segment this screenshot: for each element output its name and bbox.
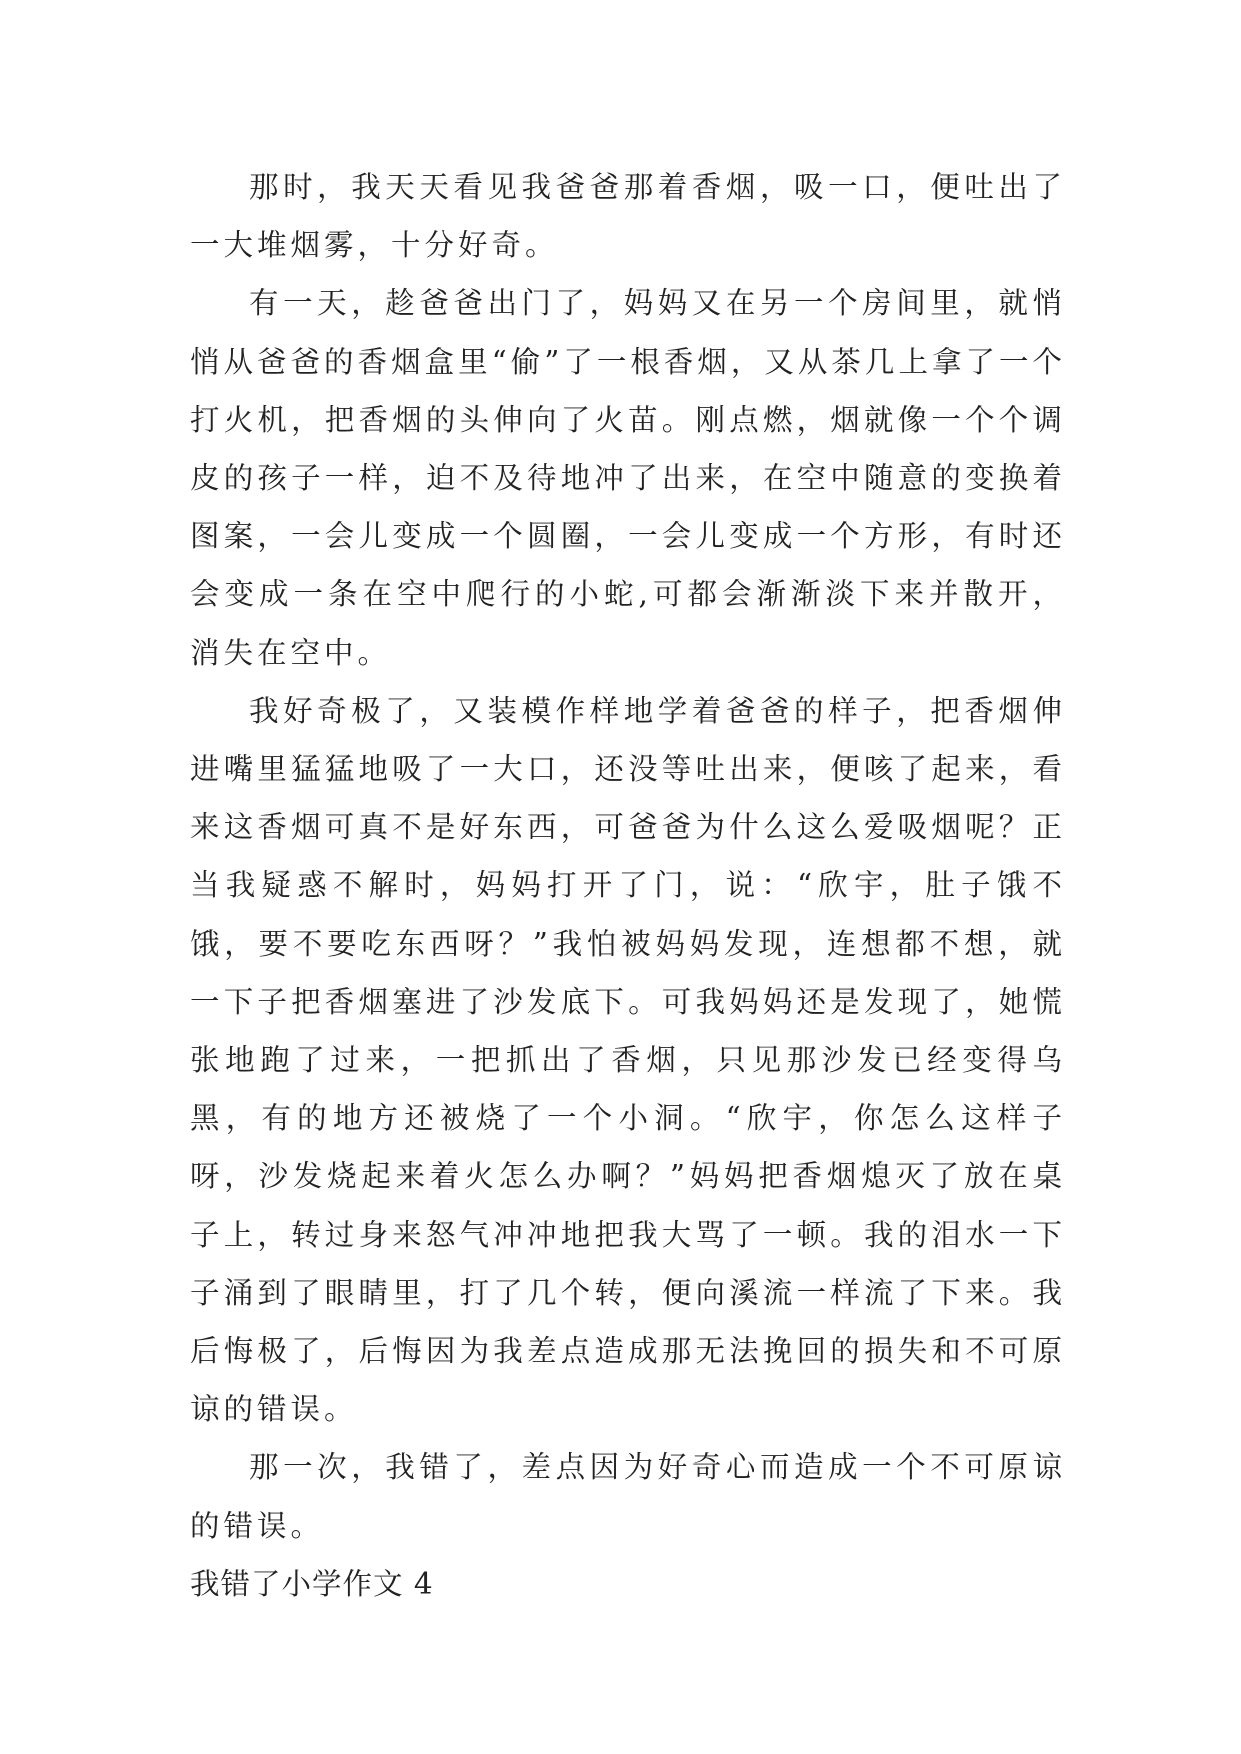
document-page [190,158,1066,1613]
paragraph-2: 有一天，趁爸爸出门了，妈妈又在另一个房间里，就悄悄从爸爸的香烟盒里“偷”了一根香烟，又从茶几上拿了一个打火机，把香烟的头伸向了火苗。刚点燃，烟就像一个个调皮的孩子一样，迫不及待地冲了出来，在空中随意的变换着图案，一会儿变成一个圆圈，一会儿变成一个方形，有时还会变成一条在空中爬行的小蛇,可都会渐渐淡下来并散开，消失在空中。 [190,286,1066,670]
paragraph-3: 我好奇极了，又装模作样地学着爸爸的样子，把香烟伸进嘴里猛猛地吸了一大口，还没等吐出来，便咳了起来，看来这香烟可真不是好东西，可爸爸为什么这么爱吸烟呢？正当我疑惑不解时，妈妈打开了门，说：“欣宇，肚子饿不饿，要不要吃东西呀？”我怕被妈妈发现，连想都不想，就一下子把香烟塞进了沙发底下。可我妈妈还是发现了，她慌张地跑了过来，一把抓出了香烟，只见那沙发已经变得乌黑，有的地方还被烧了一个小洞。“欣宇，你怎么这样子呀，沙发烧起来着火怎么办啊？”妈妈把香烟熄灭了放在桌子上，转过身来怒气冲冲地把我大骂了一顿。我的泪水一下子涌到了眼睛里，打了几个转，便向溪流一样流了下来。我后悔极了，后悔因为我差点造成那无法挽回的损失和不可原谅的错误。 [190,693,1066,1427]
paragraph-1: 那时，我天天看见我爸爸那着香烟，吸一口，便吐出了一大堆烟雾，十分好奇。 [190,170,1066,263]
paragraph-4: 那一次，我错了，差点因为好奇心而造成一个不可原谅的错误。 [190,1450,1066,1543]
section-title: 我错了小学作文 4 [190,1566,434,1601]
